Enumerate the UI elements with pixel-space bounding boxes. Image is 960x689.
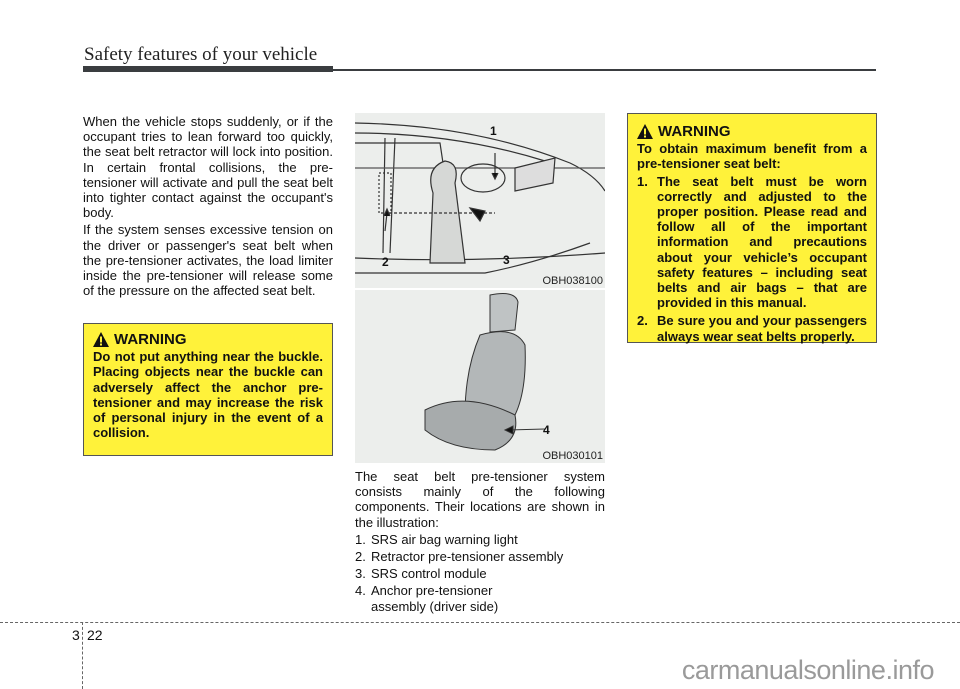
warning-box-buckle <box>83 323 333 456</box>
paragraph: When the vehicle stops suddenly, or if the occupant tries to lean forward too quickly, the seat belt retractor will lock into position. In certain frontal collisions, the pre-tensioner will activate and pull the seat belt into tighter contact against the occupant's body. <box>83 114 333 221</box>
header-rule <box>333 69 876 71</box>
callout-4: 4 <box>543 423 550 437</box>
warning-triangle-icon <box>93 332 109 347</box>
warning-text: Do not put anything near the buckle. Placing objects near the buckle can adversely affect the anchor pre-tensioner and may increase the risk of personal injury in the event of a collision. <box>93 349 323 441</box>
figure-code: OBH030101 <box>542 450 603 462</box>
chapter-number: 3 <box>72 627 80 643</box>
warning-triangle-icon <box>637 124 653 139</box>
warning-title: WARNING <box>114 331 187 348</box>
warning-title: WARNING <box>658 123 731 140</box>
figure-car-interior <box>355 113 605 288</box>
footer-rule <box>0 622 960 623</box>
section-title: Safety features of your vehicle <box>84 44 318 65</box>
footer-divider <box>82 622 83 689</box>
list-item: 4. Anchor pre-tensioner assembly (driver side) <box>355 583 499 614</box>
callout-3: 3 <box>503 253 510 267</box>
page-number: 22 <box>87 627 103 643</box>
header-bar <box>83 66 333 72</box>
list-item: 1. SRS air bag warning light <box>355 531 518 547</box>
list-item: 3. SRS control module <box>355 566 487 582</box>
warning-list <box>637 174 867 344</box>
warning-intro: To obtain maximum benefit from a pre-tensioner seat belt: <box>637 141 867 172</box>
callout-2: 2 <box>382 255 389 269</box>
warning-box-pretensioner <box>627 113 877 343</box>
list-item: 1. The seat belt must be worn correctly and adjusted to the proper position. Please read and follow all of the important information and precautions about your vehicle’s occupant safety features – including seat belts and air bags – that are provided in this manual. <box>637 173 867 311</box>
paragraph: If the system senses excessive tension on the driver or passenger's seat belt when the pre-tensioner activates, the load limiter inside the pre-tensioner will release some of the pressure on the affected seat belt. <box>83 222 333 299</box>
middle-text <box>355 469 605 614</box>
left-column <box>83 114 333 300</box>
components-list <box>355 532 605 614</box>
figure-seat <box>355 290 605 463</box>
watermark: carmanualsonline.info <box>681 655 934 685</box>
car-interior-illustration <box>355 113 605 288</box>
components-intro: The seat belt pre-tensioner system consists mainly of the following components. Their locations are shown in the illustration: <box>355 469 605 530</box>
callout-1: 1 <box>490 124 497 138</box>
figure-code: OBH038100 <box>542 275 603 287</box>
list-item: 2. Retractor pre-tensioner assembly <box>355 549 564 565</box>
seat-illustration <box>355 290 605 463</box>
list-item: 2. Be sure you and your passengers always wear seat belts properly. <box>637 313 867 344</box>
